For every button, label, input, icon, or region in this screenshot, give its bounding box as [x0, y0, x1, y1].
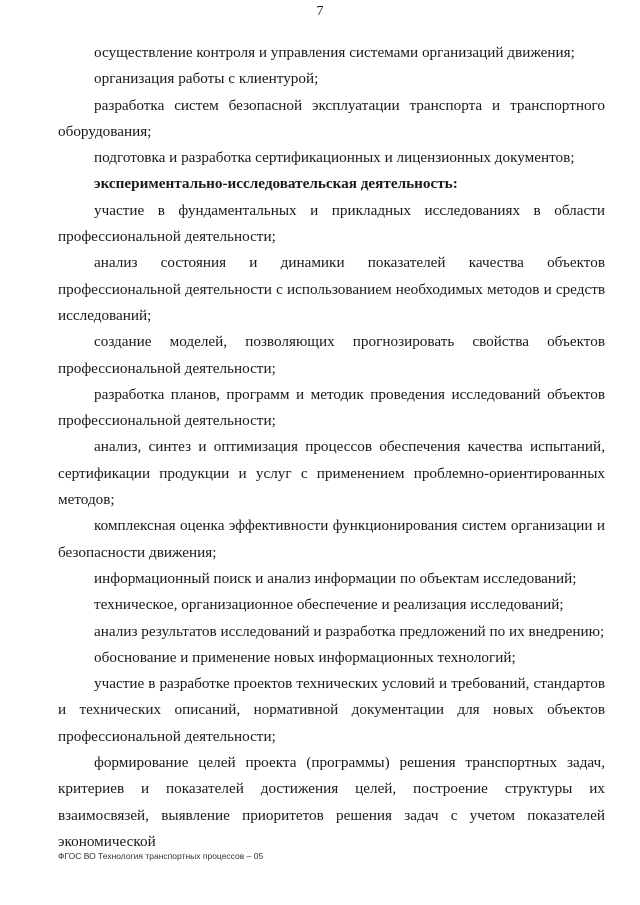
list-paragraph: формирование целей проекта (программы) решения транспортных задач, критериев и показателей достижения целей, построение структуры их взаимосвязей, выявление приоритетов решения задач с учетом показателей экономической — [58, 754, 605, 850]
page-number: 7 — [316, 4, 324, 19]
list-paragraph: обоснование и применение новых информационных технологий; — [94, 648, 516, 666]
list-paragraph: информационный поиск и анализ информации по объектам исследований; — [94, 569, 577, 587]
list-paragraph: техническое, организационное обеспечение и реализация исследований; — [94, 596, 564, 614]
list-paragraph: подготовка и разработка сертификационных и лицензионных документов; — [94, 149, 575, 167]
list-paragraph: организация работы с клиентурой; — [94, 70, 319, 88]
section-heading: экспериментально-исследовательская деятельность: — [94, 175, 458, 193]
list-paragraph: анализ состояния и динамики показателей качества объектов профессиональной деятельности с использованием необходимых методов и средств исследований; — [58, 254, 605, 324]
document-body — [58, 40, 605, 855]
list-paragraph: участие в разработке проектов технических условий и требований, стандартов и технических описаний, нормативной документации для новых объектов профессиональной деятельности; — [58, 675, 605, 745]
list-paragraph: анализ результатов исследований и разработка предложений по их внедрению; — [94, 622, 605, 640]
footer-text: ФГОС ВО Технология транспортных процессов – 05 — [58, 851, 264, 861]
list-paragraph: создание моделей, позволяющих прогнозировать свойства объектов профессиональной деятельности; — [58, 333, 605, 377]
list-paragraph: участие в фундаментальных и прикладных исследованиях в области профессиональной деятельности; — [58, 201, 605, 246]
list-paragraph: комплексная оценка эффективности функционирования систем организации и безопасности движения; — [58, 517, 605, 561]
list-paragraph: разработка планов, программ и методик проведения исследований объектов профессиональной деятельности; — [58, 385, 605, 430]
list-paragraph: анализ, синтез и оптимизация процессов обеспечения качества испытаний, сертификации продукции и услуг с применением проблемно-ориентированных методов; — [58, 438, 605, 509]
list-paragraph: разработка систем безопасной эксплуатации транспорта и транспортного оборудования; — [58, 96, 605, 140]
list-paragraph: осуществление контроля и управления системами организаций движения; — [94, 44, 575, 61]
